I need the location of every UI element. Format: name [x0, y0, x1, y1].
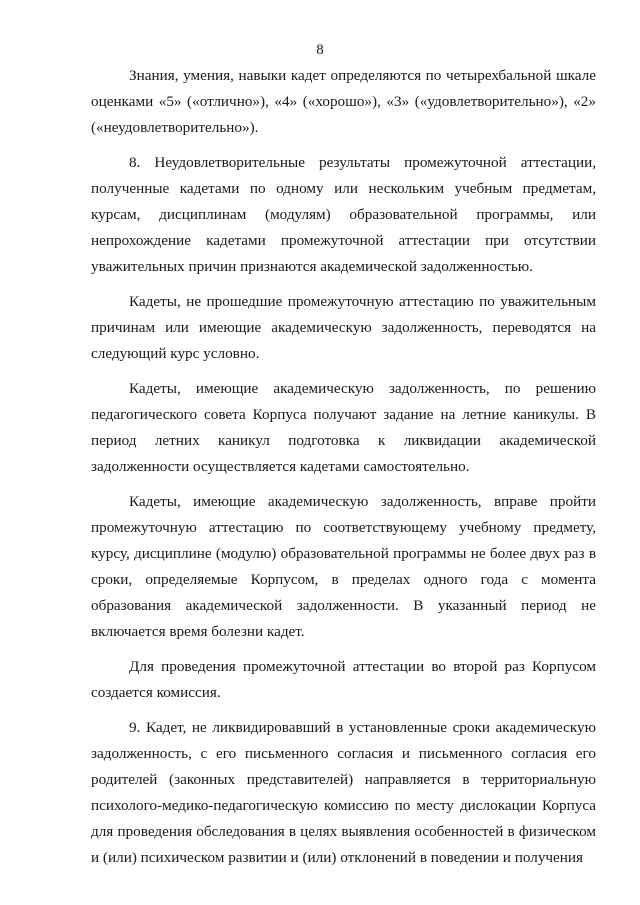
paragraph-commission: Для проведения промежуточной аттестации во второй раз Корпусом создается комиссия.: [91, 658, 596, 701]
paragraph-summer-assignment: Кадеты, имеющие академическую задолженность, по решению педагогического совета Корпуса получают задание на летние каникулы. В период летних каникул подготовка к ликвидации академической задолженности осуществляется кадетами самостоятельно.: [91, 380, 596, 475]
paragraph-grading-scale: Знания, умения, навыки кадет определяются по четырехбальной шкале оценками «5» («отлично»), «4» («хорошо»), «3» («удовлетворительно»), «2» («неудовлетворительно»).: [91, 67, 596, 136]
page-number: 8: [316, 42, 324, 58]
paragraph-retake-rules: Кадеты, имеющие академическую задолженность, вправе пройти промежуточную аттестацию по соответствующему учебному предмету, курсу, дисциплине (модулю) образовательной программы не более двух раз в сроки, определяемые Корпусом, в пределах одного года с момента образования академической задолженности. В указанный период не включается время болезни кадет.: [91, 493, 596, 640]
document-body: [91, 63, 596, 871]
paragraph-clause-8: 8. Неудовлетворительные результаты промежуточной аттестации, полученные кадетами по одному или нескольким учебным предметам, курсам, дисциплинам (модулям) образовательной программы, или непрохождение кадетами промежуточной аттестации при отсутствии уважительных причин признаются академической задолженностью.: [91, 154, 596, 275]
paragraph-clause-9: 9. Кадет, не ликвидировавший в установленные сроки академическую задолженность, с его письменного согласия и письменного согласия его родителей (законных представителей) направляется в территориальную психолого-медико-педагогическую комиссию по месту дислокации Корпуса для проведения обследования в целях выявления особенностей в физическом и (или) психическом развитии и (или) отклонений в поведении и получения: [91, 719, 596, 866]
paragraph-conditional-transfer: Кадеты, не прошедшие промежуточную аттестацию по уважительным причинам или имеющие академическую задолженность, переводятся на следующий курс условно.: [91, 293, 596, 362]
